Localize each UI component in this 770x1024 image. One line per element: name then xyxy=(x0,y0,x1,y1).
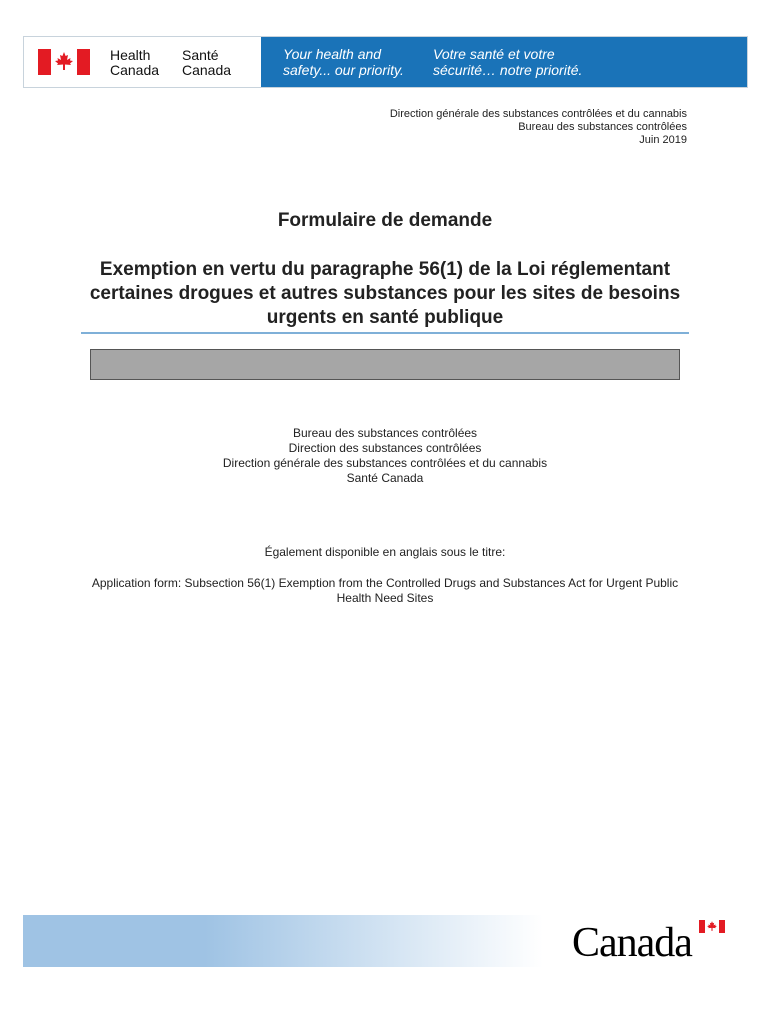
office-line3: Direction générale des substances contrôlées et du cannabis xyxy=(222,456,548,470)
grey-banner-box xyxy=(90,349,680,380)
date-line: Juin 2019 xyxy=(639,134,687,146)
health-canada-header xyxy=(23,36,748,88)
canada-wordmark-flag-icon xyxy=(699,920,725,933)
flag-red-bar-right xyxy=(77,49,90,75)
slogan-en-line1: Your health and xyxy=(283,46,382,62)
office-line4: Santé Canada xyxy=(346,471,424,485)
dept-fr-line2: Canada xyxy=(182,62,232,78)
canada-flag-icon xyxy=(38,49,90,75)
dept-name-french xyxy=(182,48,231,78)
office-line1: Bureau des substances contrôlées xyxy=(292,426,478,440)
dept-fr-line1: Santé xyxy=(182,47,219,63)
footer-gradient-band xyxy=(23,915,543,967)
office-address-block xyxy=(60,426,710,486)
slogan-english xyxy=(283,46,433,78)
branch-line: Direction générale des substances contrôlées et du cannabis xyxy=(389,108,687,120)
flag-center xyxy=(51,49,77,75)
flag-red-bar-left xyxy=(38,49,51,75)
slogan-fr-line1: Votre santé et votre xyxy=(433,46,555,62)
maple-leaf-icon xyxy=(52,50,76,74)
slogan-fr-line2: sécurité… notre priorité. xyxy=(433,62,583,78)
english-title-notice: Application form: Subsection 56(1) Exemption from the Controlled Drugs and Substances Act for Urgent Public Health Need Sites xyxy=(91,576,679,605)
canada-wordmark-text: Canada xyxy=(572,920,692,966)
issuing-branch-block xyxy=(390,108,687,147)
office-line2: Direction des substances contrôlées xyxy=(288,441,482,455)
wm-maple-leaf-icon xyxy=(705,920,719,933)
also-available-intro: Également disponible en anglais sous le titre: xyxy=(264,545,506,559)
document-title: Formulaire de demande xyxy=(277,210,493,231)
bureau-line: Bureau des substances contrôlées xyxy=(518,121,687,133)
slogan-french xyxy=(433,46,613,78)
document-subtitle: Exemption en vertu du paragraphe 56(1) de la Loi réglementant certaines drogues et autres substances pour les sites de besoins urgents en santé publique xyxy=(89,259,681,328)
slogan-banner xyxy=(261,37,747,87)
wm-flag-red-right xyxy=(719,920,725,933)
title-divider xyxy=(81,332,689,334)
canada-wordmark xyxy=(572,918,732,964)
slogan-en-line2: safety... our priority. xyxy=(283,62,404,78)
dept-en-line2: Canada xyxy=(110,62,160,78)
wm-flag-center xyxy=(705,920,719,933)
dept-name-english xyxy=(110,48,159,78)
dept-en-line1: Health xyxy=(110,47,151,63)
